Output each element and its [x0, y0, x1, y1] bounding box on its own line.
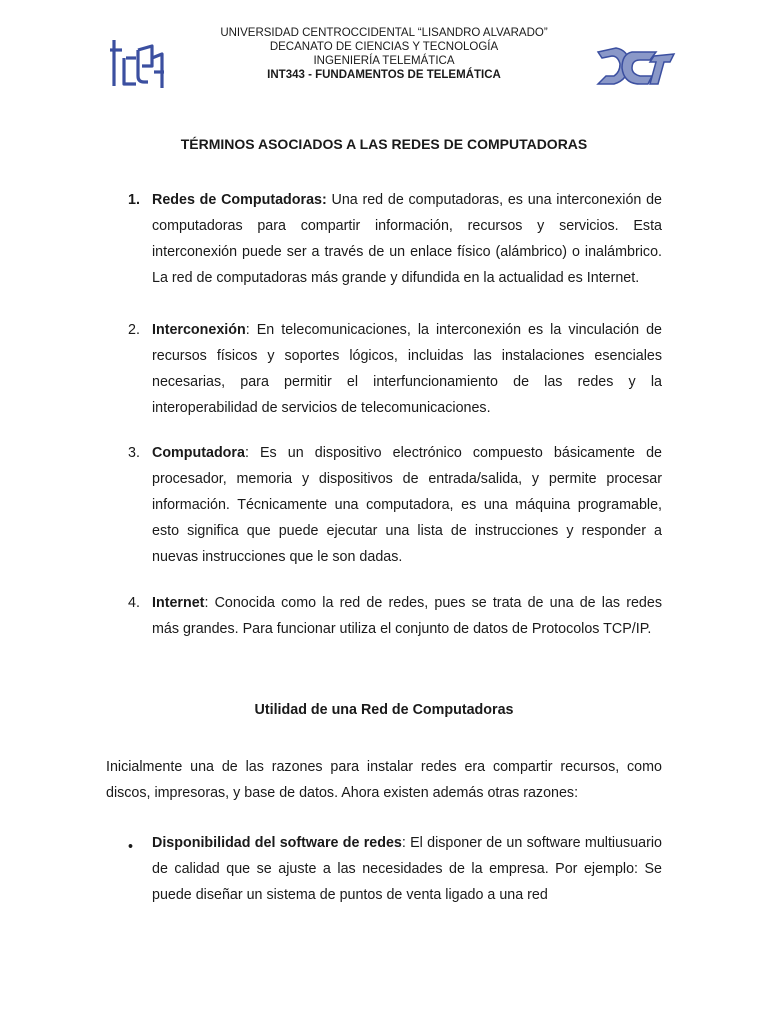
list-item [152, 187, 662, 291]
decanato-logo [108, 36, 166, 94]
term-name: Computadora [152, 445, 245, 461]
term-number: 2. [128, 322, 140, 338]
term-number: 3. [128, 445, 140, 461]
term-number: 1. [128, 192, 140, 208]
term-name: Redes de Computadoras: [152, 192, 327, 208]
bullet-term: Disponibilidad del software de redes [152, 835, 402, 851]
page-title: TÉRMINOS ASOCIADOS A LAS REDES DE COMPUTADORAS [180, 136, 588, 152]
term-name: Internet [152, 595, 205, 611]
term-number: 4. [128, 595, 140, 611]
term-name: Interconexión [152, 322, 246, 338]
term-text: Una red de computadoras, es una interconexión de computadoras para compartir información, recursos y servicios. Esta interconexión puede ser a través de un enlace físico (alámbrico) o inalámbrico. La red de computadoras más grande y difundida en la actualidad es Internet. [152, 192, 663, 286]
course-name: INT343 - FUNDAMENTOS DE TELEMÁTICA [267, 69, 501, 81]
university-name: UNIVERSIDAD CENTROCCIDENTAL “LISANDRO ALVARADO” [220, 27, 548, 39]
term-text: : Conocida como la red de redes, pues se trata de una de las redes más grandes. Para funcionar utiliza el conjunto de datos de Protocolos TCP/IP. [152, 595, 662, 637]
bullet-item [152, 830, 662, 908]
list-item [152, 317, 662, 421]
term-text: : En telecomunicaciones, la interconexión es la vinculación de recursos físicos y soportes lógicos, incluidas las instalaciones esenciales necesarias, para permitir el interfuncionamiento de las redes y la interoperabilidad de servicios de telecomunicaciones. [152, 322, 662, 416]
bullet-text: : El disponer de un software multiusuario de calidad que se ajuste a las necesidades de la empresa. Por ejemplo: Se puede diseñar un sistema de puntos de venta ligado a una red [152, 835, 662, 903]
term-text: : Es un dispositivo electrónico compuesto básicamente de procesador, memoria y dispositivos de entrada/salida, y permite procesar información. Técnicamente una computadora, es una máquina programable, esto significa que puede ejecutar una lista de instrucciones y responder a nuevas instrucciones que le son dadas. [152, 445, 662, 565]
dct-logo [594, 42, 676, 90]
section-subtitle: Utilidad de una Red de Computadoras [254, 702, 514, 718]
list-item [152, 440, 662, 570]
intro-paragraph: Inicialmente una de las razones para instalar redes era compartir recursos, como discos, impresoras, y base de datos. Ahora existen además otras razones: [106, 759, 662, 801]
bullet-symbol: • [128, 839, 134, 855]
list-item [152, 590, 662, 642]
program-name: INGENIERÍA TELEMÁTICA [313, 55, 455, 67]
faculty-name: DECANATO DE CIENCIAS Y TECNOLOGÍA [269, 41, 499, 53]
